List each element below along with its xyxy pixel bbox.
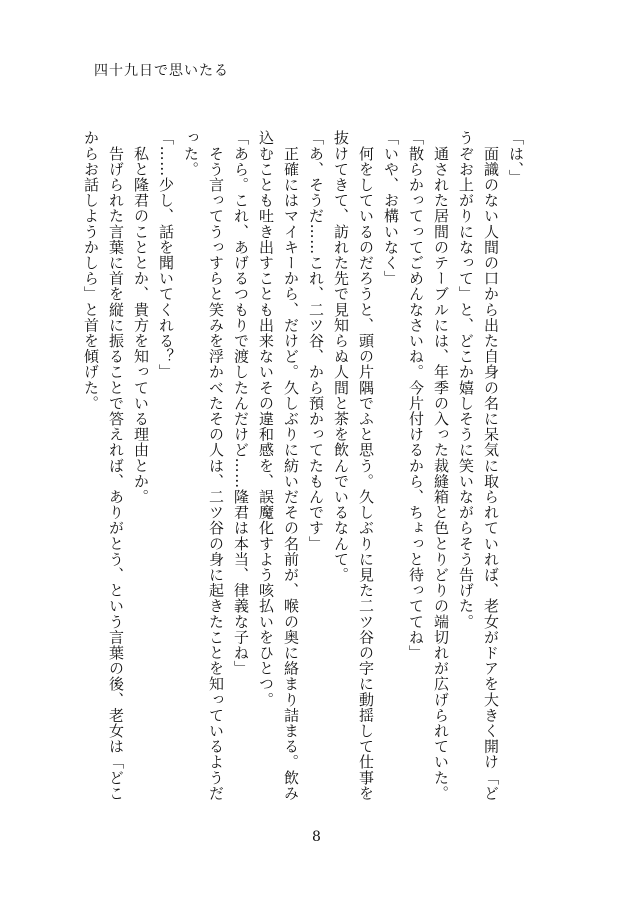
paragraph: 通された居間のテーブルには、年季の入った裁縫箱と色とりどりの端切れが広げられていた。 <box>432 130 450 801</box>
paragraph: 正確にはマイキーから、だけど。久しぶりに紡いだその名前が、喉の奥に絡まり詰まる。飲み込むことも吐き出すことも出来ないその違和感を、誤魔化すよう咳払いをひとつ。 <box>257 130 300 801</box>
paragraph: 面識のない人間の口から出た自身の名に呆気に取られていれば、老女がドアを大きく開け「どうぞお上がりになって」と、どこか嬉しそうに笑いながらそう告げた。 <box>457 130 500 801</box>
paragraph: 「いや、お構いなく」 <box>382 130 400 286</box>
paragraph: そう言ってうっすらと笑みを浮かべたその人は、二ツ谷の身に起きたことを知っているようだった。 <box>182 130 225 801</box>
paragraph: 「散らかってってごめんなさいね。今片付けるから、ちょっと待っててね」 <box>407 130 425 661</box>
vertical-body-text <box>82 130 528 810</box>
paragraph: 「あ、そうだ……これ、二ツ谷、から預かってたもんです」 <box>307 130 325 552</box>
paragraph: 何をしているのだろうと、頭の片隅でふと思う。久しぶりに見た二ツ谷の字に動揺して仕事を抜けてきて、訪れた先で見知らぬ人間と茶を飲んでいるなんて。 <box>332 130 375 801</box>
paragraph: 告げられた言葉に首を縦に振ることで答えれば、ありがとう、という言葉の後、老女は「どこからお話しようかしら」と首を傾げた。 <box>82 130 125 801</box>
running-header: 四十九日で思いたる <box>94 63 229 79</box>
paragraph: 「は、」 <box>507 130 525 185</box>
page-number: 8 <box>312 829 321 845</box>
paragraph: 「あら。これ、あげるつもりで渡したんだけど……隆君は本当、律義な子ね」 <box>232 130 250 676</box>
paragraph: 「……少し、話を聞いてくれる？」 <box>157 130 175 380</box>
paragraph: 私と隆君のこととか、貴方を知っている理由とか。 <box>132 130 150 505</box>
